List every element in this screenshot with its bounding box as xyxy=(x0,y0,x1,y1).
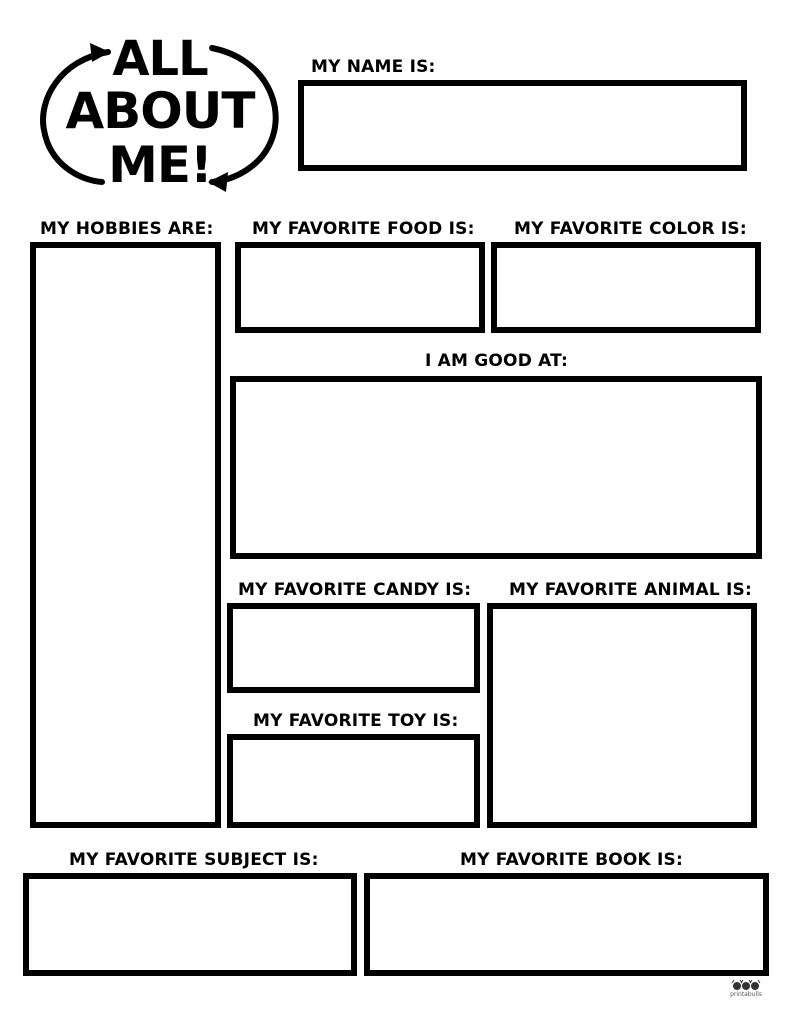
book-label: MY FAVORITE BOOK IS: xyxy=(460,850,683,870)
watermark-text: printabulls xyxy=(730,991,762,998)
subject-field[interactable] xyxy=(23,873,357,976)
color-field[interactable] xyxy=(491,242,761,333)
bull-logo-icon xyxy=(728,978,764,992)
food-label: MY FAVORITE FOOD IS: xyxy=(252,219,475,239)
good-at-label: I AM GOOD AT: xyxy=(425,351,569,371)
title-line-about: ABOUT xyxy=(65,82,255,140)
hobbies-field[interactable] xyxy=(30,242,221,828)
toy-field[interactable] xyxy=(227,734,480,828)
candy-label: MY FAVORITE CANDY IS: xyxy=(238,580,472,600)
name-label: MY NAME IS: xyxy=(311,57,436,77)
title-line-me: ME! xyxy=(108,136,212,194)
toy-label: MY FAVORITE TOY IS: xyxy=(253,711,459,731)
food-field[interactable] xyxy=(235,242,485,333)
printabulls-logo xyxy=(728,978,764,1002)
book-field[interactable] xyxy=(364,873,769,976)
good-at-field[interactable] xyxy=(230,376,762,559)
candy-field[interactable] xyxy=(227,603,480,693)
subject-label: MY FAVORITE SUBJECT IS: xyxy=(69,850,319,870)
name-field[interactable] xyxy=(298,80,747,171)
color-label: MY FAVORITE COLOR IS: xyxy=(514,219,747,239)
animal-label: MY FAVORITE ANIMAL IS: xyxy=(509,580,752,600)
animal-field[interactable] xyxy=(487,603,757,828)
title-line-all: ALL xyxy=(112,31,208,87)
title-badge xyxy=(30,30,290,200)
hobbies-label: MY HOBBIES ARE: xyxy=(40,219,214,239)
